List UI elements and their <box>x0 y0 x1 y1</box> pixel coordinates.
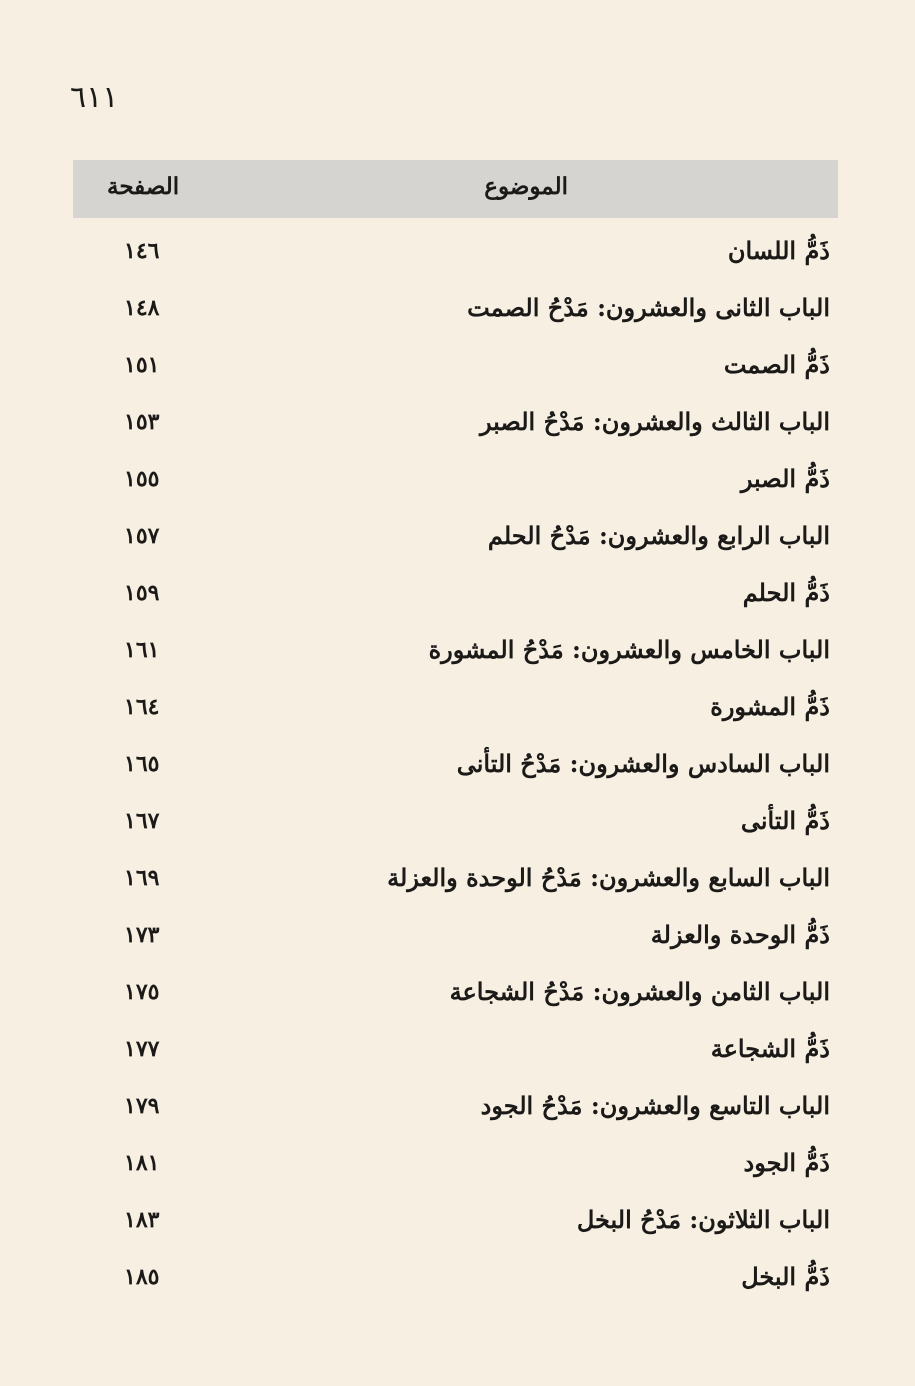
toc-page-number: ١٦٩ <box>124 865 160 891</box>
toc-row <box>110 863 830 903</box>
toc-page-number: ١٥٩ <box>124 580 160 606</box>
toc-topic: ذَمُّ الصبر <box>740 464 830 493</box>
toc-row <box>110 1262 830 1302</box>
toc-page-number: ١٥٥ <box>124 466 160 492</box>
toc-row <box>110 407 830 447</box>
toc-page-number: ١٥٣ <box>124 409 160 435</box>
toc-topic: ذَمُّ المشورة <box>710 692 830 721</box>
toc-topic: الباب الثلاثون: مَدْحُ البخل <box>576 1205 830 1234</box>
toc-topic: الباب السادس والعشرون: مَدْحُ التأنى <box>456 749 830 778</box>
toc-topic: ذَمُّ الوحدة والعزلة <box>650 920 830 949</box>
toc-page-number: ١٧٥ <box>124 979 160 1005</box>
toc-topic: الباب التاسع والعشرون: مَدْحُ الجود <box>480 1091 830 1120</box>
toc-page-number: ١٧٧ <box>124 1036 160 1062</box>
toc-page-number: ١٦٥ <box>124 751 160 777</box>
toc-row <box>110 1205 830 1245</box>
toc-topic: ذَمُّ الصمت <box>723 350 830 379</box>
toc-page-number: ١٤٦ <box>124 238 160 264</box>
toc-topic: ذَمُّ الشجاعة <box>710 1034 830 1063</box>
toc-row <box>110 749 830 789</box>
toc-page-number: ١٦٤ <box>124 694 160 720</box>
toc-page-number: ١٨٣ <box>124 1207 160 1233</box>
toc-row <box>110 1091 830 1131</box>
page-number: ٦١١ <box>70 80 119 115</box>
toc-row <box>110 236 830 276</box>
toc-topic: ذَمُّ الحلم <box>742 578 830 607</box>
column-header-topic: الموضوع <box>484 173 568 200</box>
toc-topic: ذَمُّ البخل <box>741 1262 830 1291</box>
toc-page-number: ١٦١ <box>124 637 160 663</box>
toc-topic: الباب الثالث والعشرون: مَدْحُ الصبر <box>479 407 830 436</box>
column-header-page: الصفحة <box>107 173 180 200</box>
toc-row <box>110 1034 830 1074</box>
toc-row <box>110 1148 830 1188</box>
toc-page-number: ١٧٩ <box>124 1093 160 1119</box>
toc-row <box>110 578 830 618</box>
toc-row <box>110 920 830 960</box>
toc-topic: ذَمُّ اللسان <box>727 236 830 265</box>
toc-topic: الباب الرابع والعشرون: مَدْحُ الحلم <box>487 521 830 550</box>
toc-topic: الباب الخامس والعشرون: مَدْحُ المشورة <box>428 635 830 664</box>
toc-page-number: ١٧٣ <box>124 922 160 948</box>
toc-row <box>110 521 830 561</box>
toc-row <box>110 293 830 333</box>
toc-page-number: ١٥١ <box>124 352 160 378</box>
toc-row <box>110 692 830 732</box>
toc-topic: الباب الثانى والعشرون: مَدْحُ الصمت <box>467 293 830 322</box>
toc-topic: ذَمُّ التأنى <box>740 806 830 835</box>
toc-page-number: ١٨١ <box>124 1150 160 1176</box>
toc-topic: الباب الثامن والعشرون: مَدْحُ الشجاعة <box>449 977 830 1006</box>
toc-row <box>110 806 830 846</box>
toc-page-number: ١٤٨ <box>124 295 160 321</box>
toc-page-number: ١٨٥ <box>124 1264 160 1290</box>
toc-row <box>110 977 830 1017</box>
toc-topic: ذَمُّ الجود <box>743 1148 830 1177</box>
toc-page-number: ١٥٧ <box>124 523 160 549</box>
toc-page-number: ١٦٧ <box>124 808 160 834</box>
toc-row <box>110 350 830 390</box>
toc-row <box>110 464 830 504</box>
toc-topic: الباب السابع والعشرون: مَدْحُ الوحدة والعزلة <box>387 863 830 892</box>
toc-row <box>110 635 830 675</box>
